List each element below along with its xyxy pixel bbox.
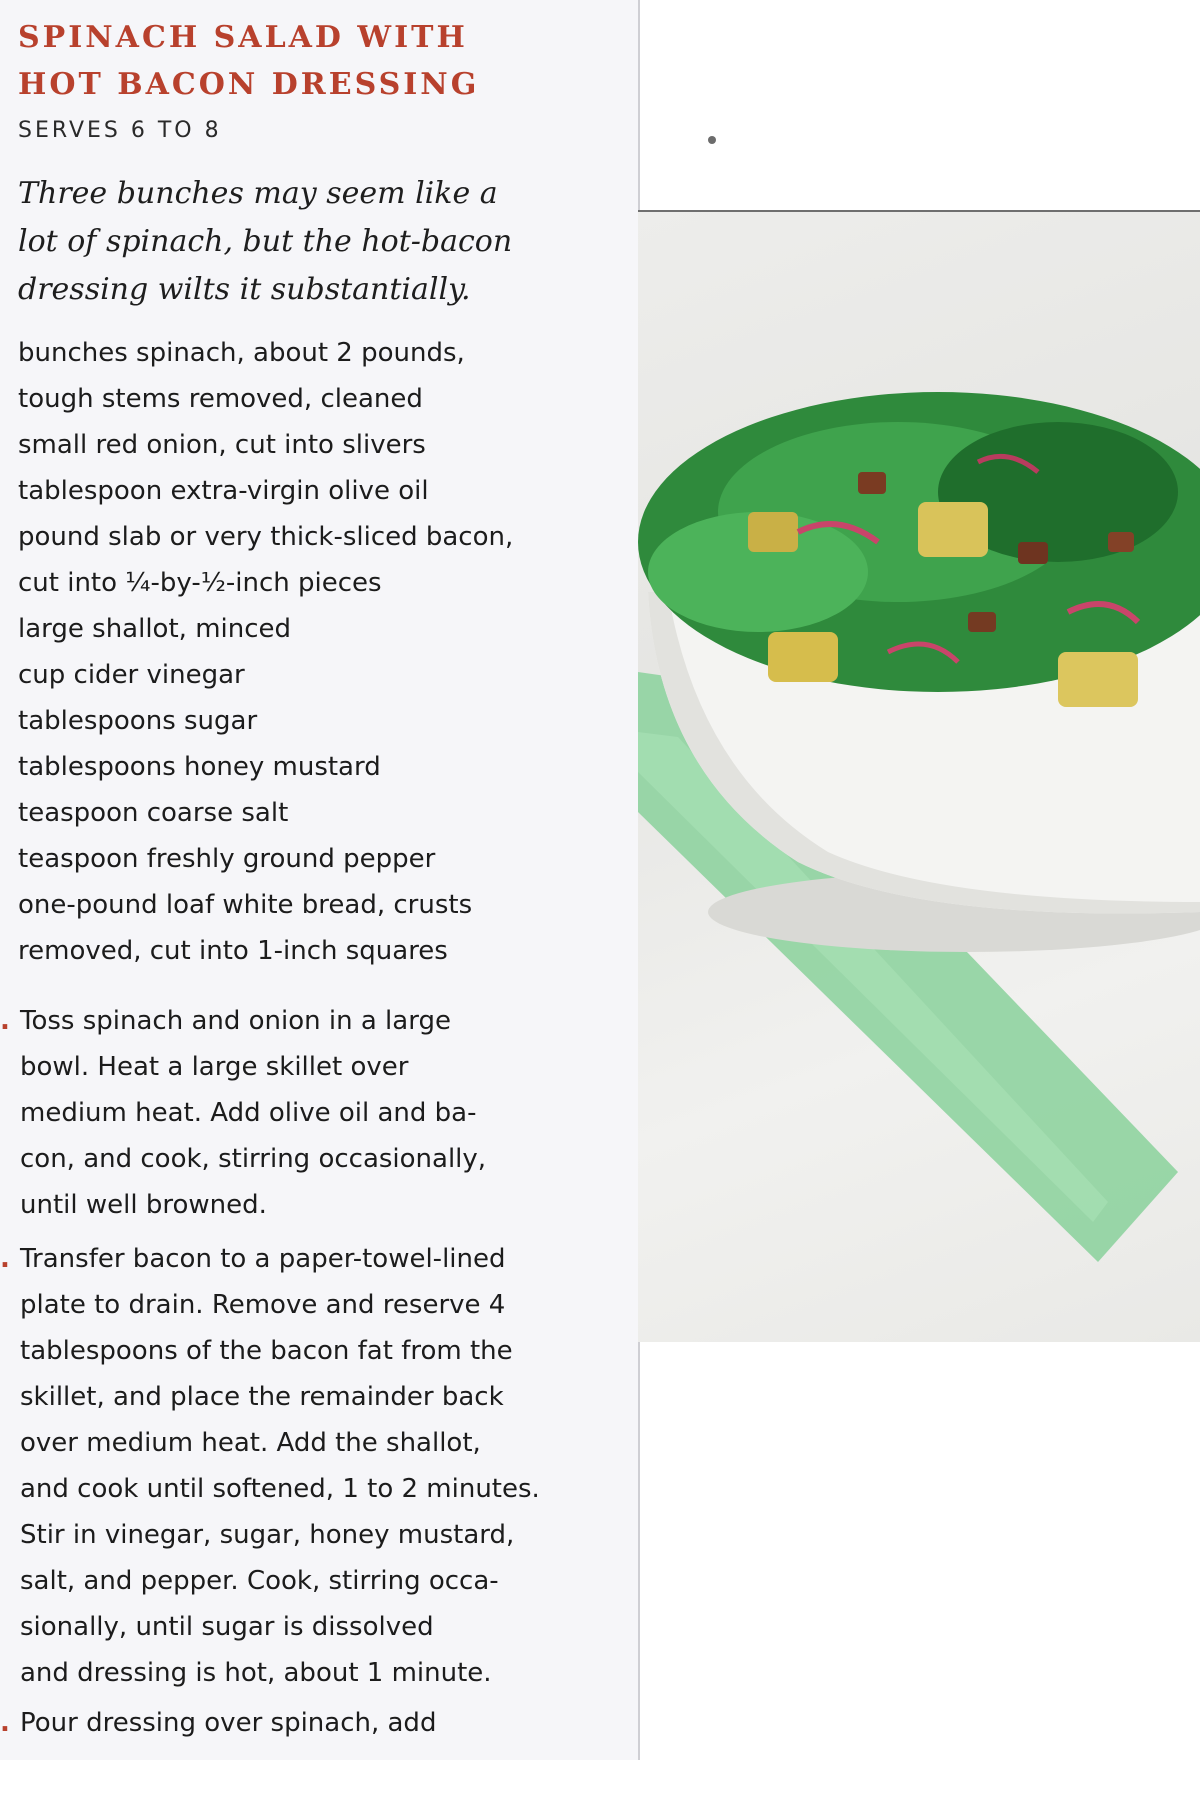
crouton bbox=[768, 632, 838, 682]
ingredient-line: teaspoon freshly ground pepper bbox=[18, 844, 436, 874]
ingredient-line: cut into ¼-by-½-inch pieces bbox=[18, 568, 382, 598]
step-line: over medium heat. Add the shallot, bbox=[20, 1428, 481, 1458]
step-line: and dressing is hot, about 1 minute. bbox=[20, 1658, 492, 1688]
step-bullet: . bbox=[0, 1708, 10, 1738]
step-text bbox=[20, 1236, 620, 1696]
bacon-bit bbox=[1108, 532, 1134, 552]
step-line: Transfer bacon to a paper-towel-lined bbox=[20, 1244, 506, 1274]
ingredient-item bbox=[18, 468, 618, 514]
ingredient-line: bunches spinach, about 2 pounds, bbox=[18, 338, 465, 368]
step-line: Toss spinach and onion in a large bbox=[20, 1006, 451, 1036]
ingredient-item bbox=[18, 606, 618, 652]
bacon-bit bbox=[858, 472, 886, 494]
recipe-intro bbox=[18, 170, 578, 314]
ingredient-item bbox=[18, 330, 618, 422]
intro-line: dressing wilts it substantially. bbox=[18, 272, 471, 307]
method-step bbox=[0, 1236, 620, 1696]
ingredient-line: small red onion, cut into slivers bbox=[18, 430, 426, 460]
paper-speck bbox=[708, 136, 716, 144]
bacon-bit bbox=[968, 612, 996, 632]
page-margin bbox=[0, 1760, 640, 1800]
step-text bbox=[20, 1700, 620, 1746]
ingredient-line: pound slab or very thick-sliced bacon, bbox=[18, 522, 514, 552]
salad-illustration bbox=[638, 212, 1200, 1342]
ingredient-item bbox=[18, 514, 618, 606]
ingredient-line: one-pound loaf white bread, crusts bbox=[18, 890, 473, 920]
step-line: until well browned. bbox=[20, 1190, 267, 1220]
step-line: sionally, until sugar is dissolved bbox=[20, 1612, 434, 1642]
ingredient-line: removed, cut into 1-inch squares bbox=[18, 936, 448, 966]
method-step bbox=[0, 1700, 620, 1746]
salad-photo bbox=[638, 210, 1200, 1342]
ingredient-item bbox=[18, 790, 618, 836]
ingredient-line: cup cider vinegar bbox=[18, 660, 245, 690]
title-line: SPINACH SALAD WITH bbox=[18, 20, 468, 55]
intro-line: Three bunches may seem like a bbox=[18, 176, 498, 211]
crouton bbox=[918, 502, 988, 557]
title-line: HOT BACON DRESSING bbox=[18, 67, 480, 102]
step-line: con, and cook, stirring occasionally, bbox=[20, 1144, 487, 1174]
step-line: Stir in vinegar, sugar, honey mustard, bbox=[20, 1520, 515, 1550]
step-bullet: . bbox=[0, 1006, 10, 1036]
ingredient-line: tablespoons honey mustard bbox=[18, 752, 381, 782]
ingredient-line: teaspoon coarse salt bbox=[18, 798, 289, 828]
step-line: and cook until softened, 1 to 2 minutes. bbox=[20, 1474, 540, 1504]
step-line: tablespoons of the bacon fat from the bbox=[20, 1336, 513, 1366]
ingredient-item bbox=[18, 422, 618, 468]
step-line: plate to drain. Remove and reserve 4 bbox=[20, 1290, 506, 1320]
crouton bbox=[1058, 652, 1138, 707]
ingredient-item bbox=[18, 744, 618, 790]
serves-label: SERVES 6 TO 8 bbox=[18, 118, 222, 143]
ingredient-item bbox=[18, 698, 618, 744]
ingredient-line: tablespoon extra-virgin olive oil bbox=[18, 476, 429, 506]
ingredient-line: tablespoons sugar bbox=[18, 706, 258, 736]
step-line: salt, and pepper. Cook, stirring occa- bbox=[20, 1566, 499, 1596]
ingredient-line: tough stems removed, cleaned bbox=[18, 384, 423, 414]
ingredient-list bbox=[18, 330, 618, 974]
step-line: Pour dressing over spinach, add bbox=[20, 1708, 437, 1738]
crouton bbox=[748, 512, 798, 552]
step-line: bowl. Heat a large skillet over bbox=[20, 1052, 409, 1082]
step-line: medium heat. Add olive oil and ba- bbox=[20, 1098, 477, 1128]
intro-line: lot of spinach, but the hot-bacon bbox=[18, 224, 513, 259]
ingredient-line: large shallot, minced bbox=[18, 614, 292, 644]
step-text bbox=[20, 998, 620, 1228]
ingredient-item bbox=[18, 836, 618, 882]
step-line: skillet, and place the remainder back bbox=[20, 1382, 504, 1412]
bacon-bit bbox=[1018, 542, 1048, 564]
ingredient-item bbox=[18, 882, 618, 974]
method-step bbox=[0, 998, 620, 1228]
recipe-title bbox=[18, 14, 479, 108]
ingredient-item bbox=[18, 652, 618, 698]
step-bullet: . bbox=[0, 1244, 10, 1274]
